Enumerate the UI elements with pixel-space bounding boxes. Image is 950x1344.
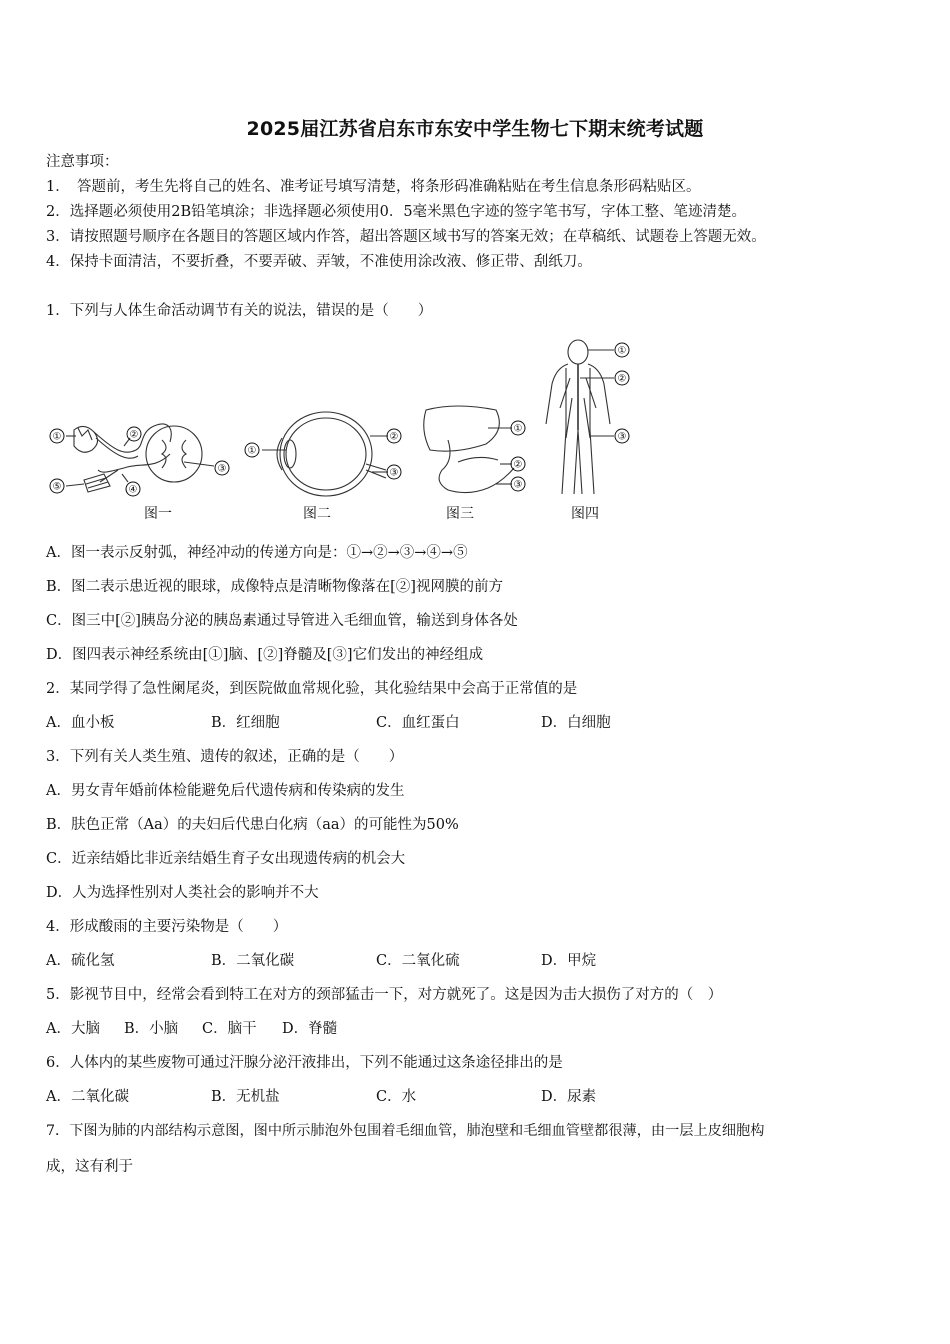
- figure-caption-3: 图三: [446, 506, 474, 522]
- fig2-label-2: ②: [389, 431, 399, 443]
- figure-caption-1: 图一: [144, 506, 172, 522]
- q7-stem-line1: 7．下图为肺的内部结构示意图，图中所示肺泡外包围着毛细血管，肺泡壁和毛细血管壁都很薄，由一层上皮细胞构: [46, 1123, 765, 1139]
- q4-option-b: B．二氧化碳: [211, 953, 295, 969]
- q7-stem-line2: 成，这有利于: [46, 1159, 133, 1175]
- q2-option-d: D．白细胞: [541, 715, 611, 731]
- q2-option-b: B．红细胞: [211, 715, 280, 731]
- fig4-label-3: ③: [617, 431, 627, 443]
- q1-option-c: C．图三中[②]胰岛分泌的胰岛素通过导管进入毛细血管，输送到身体各处: [46, 613, 518, 629]
- q5-stem: 5．影视节目中，经常会看到特工在对方的颈部猛击一下，对方就死了。这是因为击大损伤了对方的（ ）: [46, 987, 723, 1003]
- figure-nervous-system: [540, 338, 640, 502]
- notice-item-1: 1． 答题前，考生先将自己的姓名、准考证号填写清楚，将条形码准确粘贴在考生信息条形码粘贴区。: [46, 179, 701, 195]
- fig2-label-3: ③: [389, 467, 399, 479]
- figure-reflex-arc: [44, 410, 240, 502]
- q3-option-c: C．近亲结婚比非近亲结婚生育子女出现遗传病的机会大: [46, 851, 406, 867]
- figure-caption-4: 图四: [571, 506, 599, 522]
- fig3-label-1: ①: [513, 423, 523, 435]
- q6-option-d: D．尿素: [541, 1089, 597, 1105]
- fig4-label-2: ②: [617, 373, 627, 385]
- q6-stem: 6．人体内的某些废物可通过汗腺分泌汗液排出，下列不能通过这条途径排出的是: [46, 1055, 563, 1071]
- q2-stem: 2．某同学得了急性阑尾炎，到医院做血常规化验，其化验结果中会高于正常值的是: [46, 681, 578, 697]
- q6-option-b: B．无机盐: [211, 1089, 280, 1105]
- q1-stem: 1．下列与人体生命活动调节有关的说法，错误的是（ ）: [46, 303, 433, 319]
- fig1-label-3: ③: [217, 463, 227, 475]
- fig2-label-1: ①: [247, 445, 257, 457]
- notice-item-2: 2．选择题必须使用2B铅笔填涂；非选择题必须使用0．5毫米黑色字迹的签字笔书写，字体工整、笔迹清楚。: [46, 204, 747, 220]
- q2-option-a: A．血小板: [46, 715, 115, 731]
- fig1-label-1: ①: [52, 431, 62, 443]
- q6-option-a: A．二氧化碳: [46, 1089, 129, 1105]
- q3-option-a: A．男女青年婚前体检能避免后代遗传病和传染病的发生: [46, 783, 405, 799]
- figure-eyeball: [240, 408, 406, 502]
- fig1-label-4: ④: [128, 484, 138, 496]
- q1-option-d: D．图四表示神经系统由[①]脑、[②]脊髓及[③]它们发出的神经组成: [46, 647, 484, 663]
- q5-option-c: C．脑干: [202, 1021, 257, 1037]
- page-title: 2025届江苏省启东市东安中学生物七下期末统考试题: [246, 118, 704, 140]
- fig4-label-1: ①: [617, 345, 627, 357]
- q4-stem: 4．形成酸雨的主要污染物是（ ）: [46, 919, 288, 935]
- q4-option-c: C．二氧化硫: [376, 953, 460, 969]
- q5-option-a: A．大脑: [46, 1021, 100, 1037]
- fig1-label-5: ⑤: [52, 481, 62, 493]
- fig3-label-2: ②: [513, 459, 523, 471]
- q3-stem: 3．下列有关人类生殖、遗传的叙述，正确的是（ ）: [46, 749, 404, 765]
- q5-option-d: D．脊髓: [282, 1021, 338, 1037]
- notice-heading: 注意事项：: [46, 154, 119, 170]
- fig1-label-2: ②: [129, 429, 139, 441]
- q4-option-d: D．甲烷: [541, 953, 597, 969]
- figure-caption-2: 图二: [303, 506, 331, 522]
- q1-option-a: A．图一表示反射弧，神经冲动的传递方向是：①→②→③→④→⑤: [46, 545, 468, 561]
- notice-item-4: 4．保持卡面清洁，不要折叠，不要弄破、弄皱，不准使用涂改液、修正带、刮纸刀。: [46, 254, 592, 270]
- q3-option-b: B．肤色正常（Aa）的夫妇后代患白化病（aa）的可能性为50%: [46, 817, 459, 833]
- q3-option-d: D．人为选择性别对人类社会的影响并不大: [46, 885, 319, 901]
- notice-item-3: 3．请按照题号顺序在各题目的答题区域内作答，超出答题区域书写的答案无效；在草稿纸、试题卷上答题无效。: [46, 229, 766, 245]
- q6-option-c: C．水: [376, 1089, 417, 1105]
- q4-option-a: A．硫化氢: [46, 953, 115, 969]
- fig3-label-3: ③: [513, 479, 523, 491]
- q2-option-c: C．血红蛋白: [376, 715, 460, 731]
- figure-liver-pancreas: [418, 400, 530, 500]
- q1-option-b: B．图二表示患近视的眼球，成像特点是清晰物像落在[②]视网膜的前方: [46, 579, 503, 595]
- q5-option-b: B．小脑: [124, 1021, 179, 1037]
